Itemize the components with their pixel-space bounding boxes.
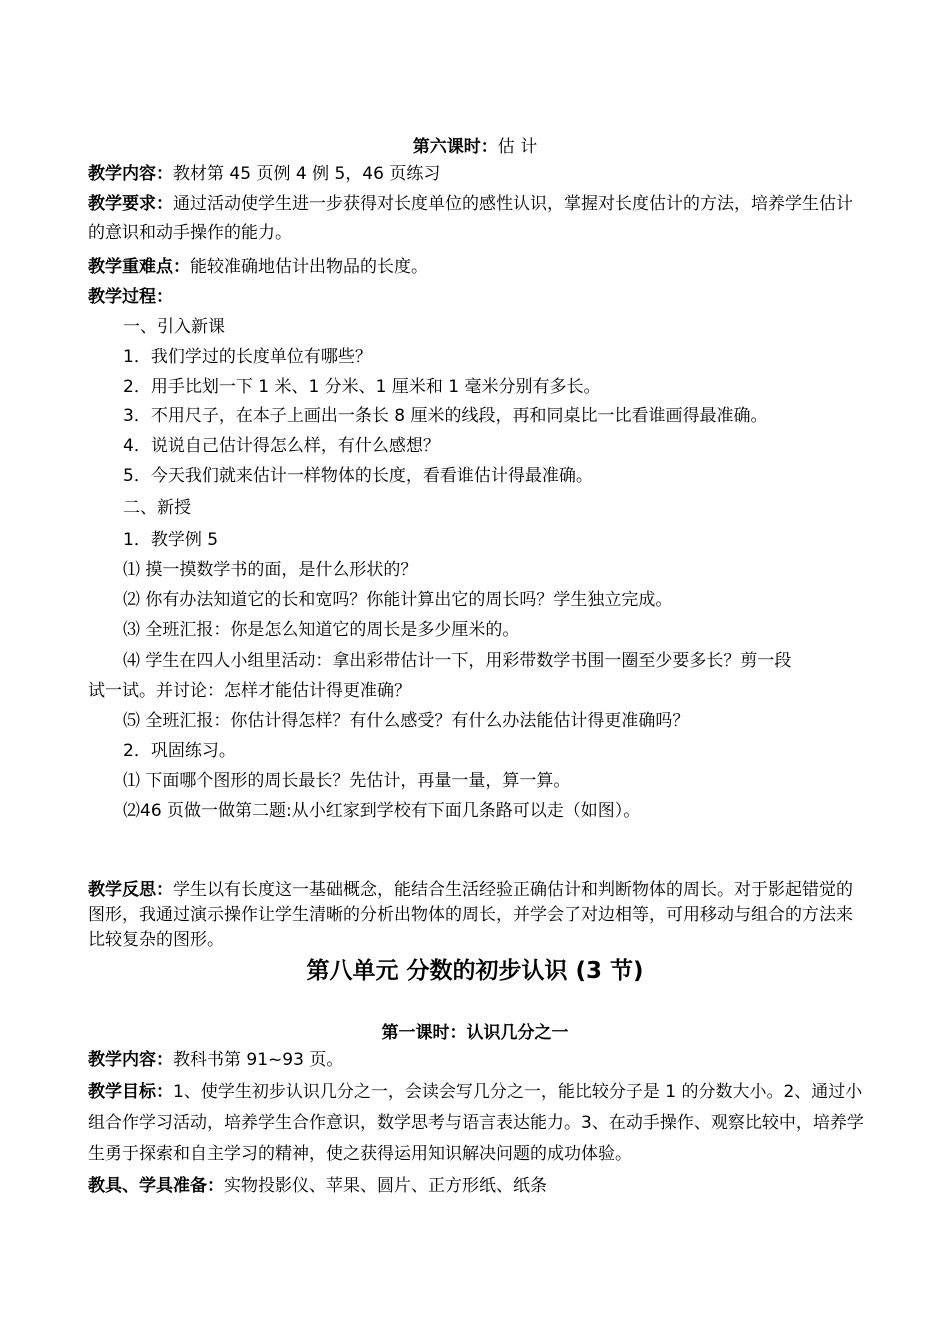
list-item: 2．用手比划一下 1 米、1 分米、1 厘米和 1 毫米分别有多长。 bbox=[123, 377, 601, 397]
unit8-heading: 第八单元 分数的初步认识 (3 节) bbox=[306, 958, 644, 984]
list-item: 1．教学例 5 bbox=[123, 530, 219, 550]
section-new: 二、新授 bbox=[123, 498, 191, 518]
sub-item: ⑷ 学生在四人小组里活动：拿出彩带估计一下，用彩带数学书围一圈至少要多长？剪一段 bbox=[123, 651, 792, 671]
sub-item: ⑸ 全班汇报：你估计得怎样？有什么感受？有什么办法能估计得更准确吗？ bbox=[123, 711, 690, 731]
unit8-lesson1-title: 第一课时：认识几分之一 bbox=[381, 1023, 569, 1043]
sub-item-continued: 试一试。并讨论：怎样才能估计得更准确？ bbox=[88, 681, 411, 701]
list-item: 1．我们学过的长度单位有哪些？ bbox=[123, 347, 372, 367]
list-item: 5．今天我们就来估计一样物体的长度，看看谁估计得最准确。 bbox=[123, 466, 593, 486]
lesson6-title: 第六课时：估 计 bbox=[412, 137, 538, 157]
lesson6-requirements: 教学要求：通过活动使学生进一步获得对长度单位的感性认识，掌握对长度估计的方法，培养学生估计的意识和动手操作的能力。 bbox=[88, 194, 853, 243]
sub-item: ⑴ 下面哪个图形的周长最长？先估计，再量一量，算一算。 bbox=[123, 771, 571, 791]
list-item: 2．巩固练习。 bbox=[123, 741, 236, 761]
lesson6-process-label: 教学过程： bbox=[88, 287, 173, 307]
lesson6-reflection: 教学反思：学生以有长度这一基础概念，能结合生活经验正确估计和判断物体的周长。对于影起错觉的图形，我通过演示操作让学生清晰的分析出物体的周长，并学会了对边相等，可用移动与组合的方法来比较复杂的图形。 bbox=[88, 880, 853, 950]
sub-item: ⑴ 摸一摸数学书的面，是什么形状的？ bbox=[123, 560, 418, 580]
unit8-goals: 教学目标：1、使学生初步认识几分之一，会读会写几分之一，能比较分子是 1 的分数大小。2、通过小组合作学习活动，培养学生合作意识，数学思考与语言表达能力。3、在动手操作、观察比较中，培养学生勇于探索和自主学习的精神，使之获得运用知识解决问题的成功体验。 bbox=[88, 1082, 864, 1164]
sub-item: ⑵46 页做一做第二题:从小红家到学校有下面几条路可以走（如图）。 bbox=[123, 801, 641, 821]
lesson6-content: 教学内容：教材第 45 页例 4 例 5，46 页练习 bbox=[88, 164, 441, 184]
unit8-tools: 教具、学具准备：实物投影仪、苹果、圆片、正方形纸、纸条 bbox=[88, 1176, 547, 1196]
sub-item: ⑵ 你有办法知道它的长和宽吗？你能计算出它的周长吗？学生独立完成。 bbox=[123, 590, 673, 610]
list-item: 4．说说自己估计得怎么样，有什么感想？ bbox=[123, 436, 440, 456]
list-item: 3．不用尺子，在本子上画出一条长 8 厘米的线段，再和同桌比一比看谁画得最准确。 bbox=[123, 406, 768, 426]
sub-item: ⑶ 全班汇报：你是怎么知道它的周长是多少厘米的。 bbox=[123, 620, 520, 640]
lesson6-key-points: 教学重难点：能较准确地估计出物品的长度。 bbox=[88, 257, 428, 277]
unit8-content: 教学内容：教科书第 91~93 页。 bbox=[88, 1050, 344, 1070]
section-intro: 一、引入新课 bbox=[123, 317, 225, 337]
